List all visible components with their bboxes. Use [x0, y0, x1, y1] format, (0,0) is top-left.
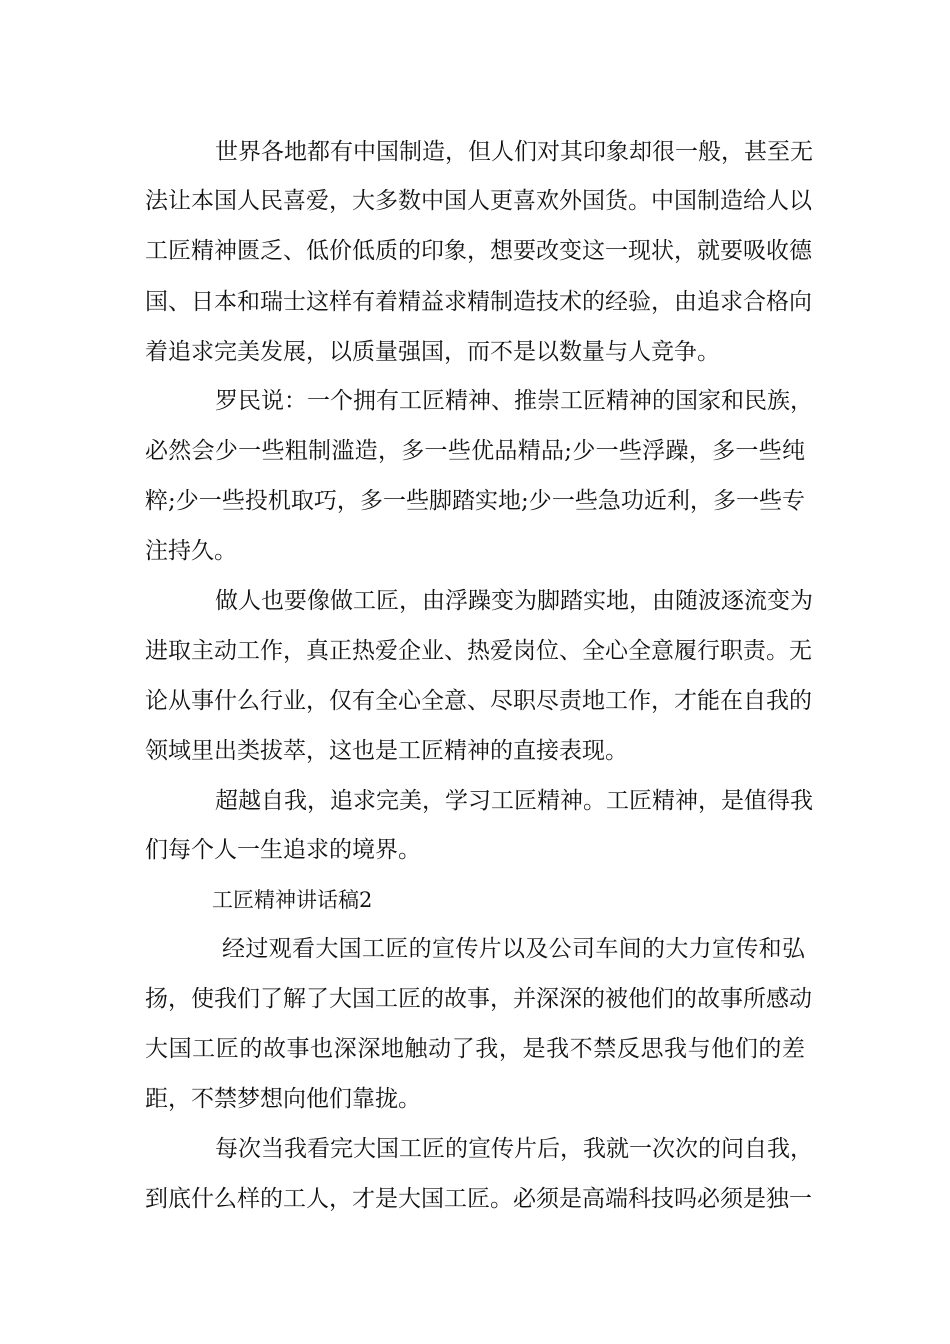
- paragraph-2-line-1: 罗民说：一个拥有工匠精神、推崇工匠精神的国家和民族，: [215, 388, 813, 414]
- section-heading: 工匠精神讲话稿2: [212, 888, 373, 912]
- paragraph-6-line-2: 到底什么样的工人，才是大国工匠。必须是高端科技吗必须是独一: [145, 1186, 812, 1212]
- paragraph-5-line-4: 距，不禁梦想向他们靠拢。: [145, 1086, 421, 1112]
- paragraph-1-line-5: 着追求完美发展，以质量强国，而不是以数量与人竞争。: [145, 339, 720, 365]
- paragraph-1-line-2: 法让本国人民喜爱，大多数中国人更喜欢外国货。中国制造给人以: [145, 188, 812, 214]
- paragraph-3-line-3: 论从事什么行业，仅有全心全意、尽职尽责地工作，才能在自我的: [145, 688, 812, 714]
- paragraph-1-line-1: 世界各地都有中国制造，但人们对其印象却很一般，甚至无: [215, 139, 813, 165]
- paragraph-5-line-2: 扬，使我们了解了大国工匠的故事，并深深的被他们的故事所感动: [145, 986, 812, 1012]
- paragraph-4-line-1: 超越自我，追求完美，学习工匠精神。工匠精神，是值得我: [215, 788, 813, 814]
- paragraph-5-line-3: 大国工匠的故事也深深地触动了我，是我不禁反思我与他们的差: [145, 1036, 805, 1062]
- paragraph-1-line-3: 工匠精神匮乏、低价低质的印象，想要改变这一现状，就要吸收德: [145, 238, 812, 264]
- paragraph-1-line-4: 国、日本和瑞士这样有着精益求精制造技术的经验，由追求合格向: [145, 289, 812, 315]
- paragraph-4-line-2: 们每个人一生追求的境界。: [145, 837, 421, 863]
- paragraph-2-line-4: 注持久。: [145, 538, 237, 564]
- paragraph-6-line-1: 每次当我看完大国工匠的宣传片后，我就一次次的问自我，: [215, 1136, 813, 1162]
- paragraph-3-line-1: 做人也要像做工匠，由浮躁变为脚踏实地，由随波逐流变为: [215, 588, 813, 614]
- paragraph-5-line-1: 经过观看大国工匠的宣传片以及公司车间的大力宣传和弘: [222, 936, 805, 962]
- paragraph-3-line-2: 进取主动工作，真正热爱企业、热爱岗位、全心全意履行职责。无: [145, 638, 812, 664]
- paragraph-3-line-4: 领域里出类拔萃，这也是工匠精神的直接表现。: [145, 738, 628, 764]
- paragraph-2-line-3: 粹;少一些投机取巧，多一些脚踏实地;少一些急功近利，多一些专: [145, 488, 805, 514]
- paragraph-2-line-2: 必然会少一些粗制滥造，多一些优品精品;少一些浮躁，多一些纯: [145, 438, 805, 464]
